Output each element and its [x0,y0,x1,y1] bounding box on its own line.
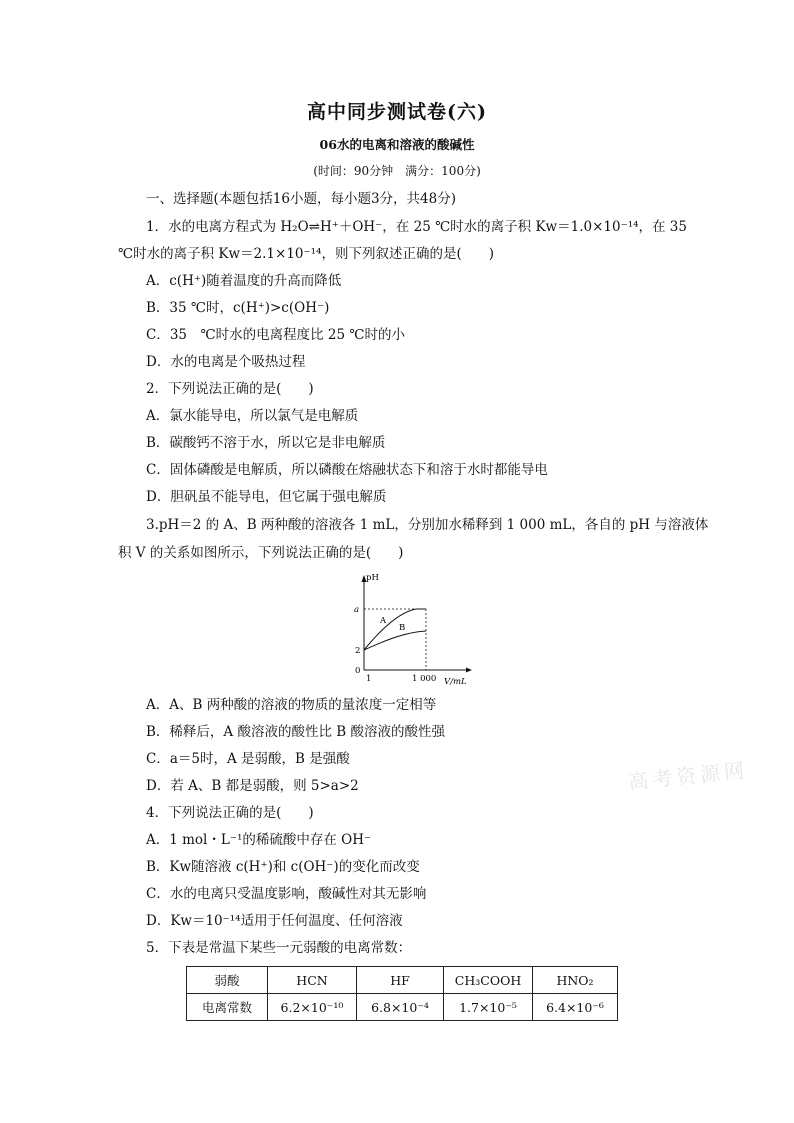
q1-stem-line1: 1．水的电离方程式为 H₂O⇌H⁺＋OH⁻，在 25 ℃时水的离子积 Kw＝1.0×10⁻¹⁴，在 35 [146,219,687,235]
q3-option-a: A．A、B 两种酸的溶液的物质的量浓度一定相等 [146,697,437,713]
q2-option-a: A．氯水能导电，所以氯气是电解质 [146,408,359,424]
table-cell: 1.7×10⁻⁵ [444,994,533,1021]
q2-stem: 2．下列说法正确的是( ) [146,381,314,397]
table-header-cell: HCN [268,967,357,994]
y-tick-a: a [354,605,360,615]
acid-constants-table [186,966,618,1021]
watermark: 高考资源网 [627,757,750,795]
table-cell: 6.2×10⁻¹⁰ [268,994,357,1021]
table-header-cell: HF [357,967,444,994]
q3-option-b: B．稀释后，A 酸溶液的酸性比 B 酸溶液的酸性强 [146,724,445,740]
x-tick-1: 1 [366,674,372,684]
q1-stem-line2: ℃时水的离子积 Kw＝2.1×10⁻¹⁴，则下列叙述正确的是( ) [118,246,494,262]
exam-title: 高中同步测试卷(六) [307,101,487,123]
q4-stem: 4．下列说法正确的是( ) [146,805,314,821]
q3-option-d: D．若 A、B 都是弱酸，则 5>a>2 [146,778,359,794]
y-axis-label: pH [366,573,379,583]
section-heading: 一、选择题(本题包括16小题，每小题3分，共48分) [146,191,456,207]
q5-stem: 5．下表是常温下某些一元弱酸的电离常数： [146,940,412,956]
q3-stem-line2: 积 V 的关系如图所示，下列说法正确的是( ) [118,545,404,561]
table-cell: 电离常数 [187,994,268,1021]
q4-option-b: B．Kw随溶液 c(H⁺)和 c(OH⁻)的变化而改变 [146,859,420,875]
y-tick-0: 0 [355,666,361,676]
q1-option-a: A．c(H⁺)随着温度的升高而降低 [146,273,342,289]
q4-option-d: D．Kw＝10⁻¹⁴适用于任何温度、任何溶液 [146,913,403,929]
x-axis-label: V/mL [444,677,467,687]
q2-option-d: D．胆矾虽不能导电，但它属于强电解质 [146,489,387,505]
q2-option-c: C．固体磷酸是电解质，所以磷酸在熔融状态下和溶于水时都能导电 [146,462,548,478]
table-cell: 6.8×10⁻⁴ [357,994,444,1021]
ph-volume-chart [352,568,474,688]
series-b-label: B [399,623,406,633]
table-header-cell: HNO₂ [533,967,618,994]
q1-option-b: B．35 ℃时，c(H⁺)>c(OH⁻) [146,300,330,316]
exam-subtitle: 06水的电离和溶液的酸碱性 [319,137,475,152]
q2-option-b: B．碳酸钙不溶于水，所以它是非电解质 [146,435,386,451]
q3-stem-line1: 3.pH＝2 的 A、B 两种酸的溶液各 1 mL，分别加水稀释到 1 000 mL，各自的 pH 与溶液体 [146,517,709,533]
table-header-cell: 弱酸 [187,967,268,994]
y-tick-2: 2 [355,646,361,656]
q4-option-a: A．1 mol・L⁻¹的稀硫酸中存在 OH⁻ [146,832,372,848]
series-a-label: A [380,616,387,626]
time-info: (时间：90分钟 满分：100分) [313,164,481,178]
q3-option-c: C．a＝5时，A 是弱酸，B 是强酸 [146,751,350,767]
q1-option-d: D．水的电离是个吸热过程 [146,354,306,370]
series-a-line [364,609,426,650]
table-header-row [187,967,618,994]
q1-option-c: C．35 ℃时水的电离程度比 25 ℃时的小 [146,327,405,343]
x-tick-1000: 1 000 [412,674,437,684]
table-cell: 6.4×10⁻⁶ [533,994,618,1021]
table-header-cell: CH₃COOH [444,967,533,994]
series-b-line [364,631,426,650]
q4-option-c: C．水的电离只受温度影响，酸碱性对其无影响 [146,886,427,902]
table-row [187,994,618,1021]
x-axis-arrow [466,668,472,673]
